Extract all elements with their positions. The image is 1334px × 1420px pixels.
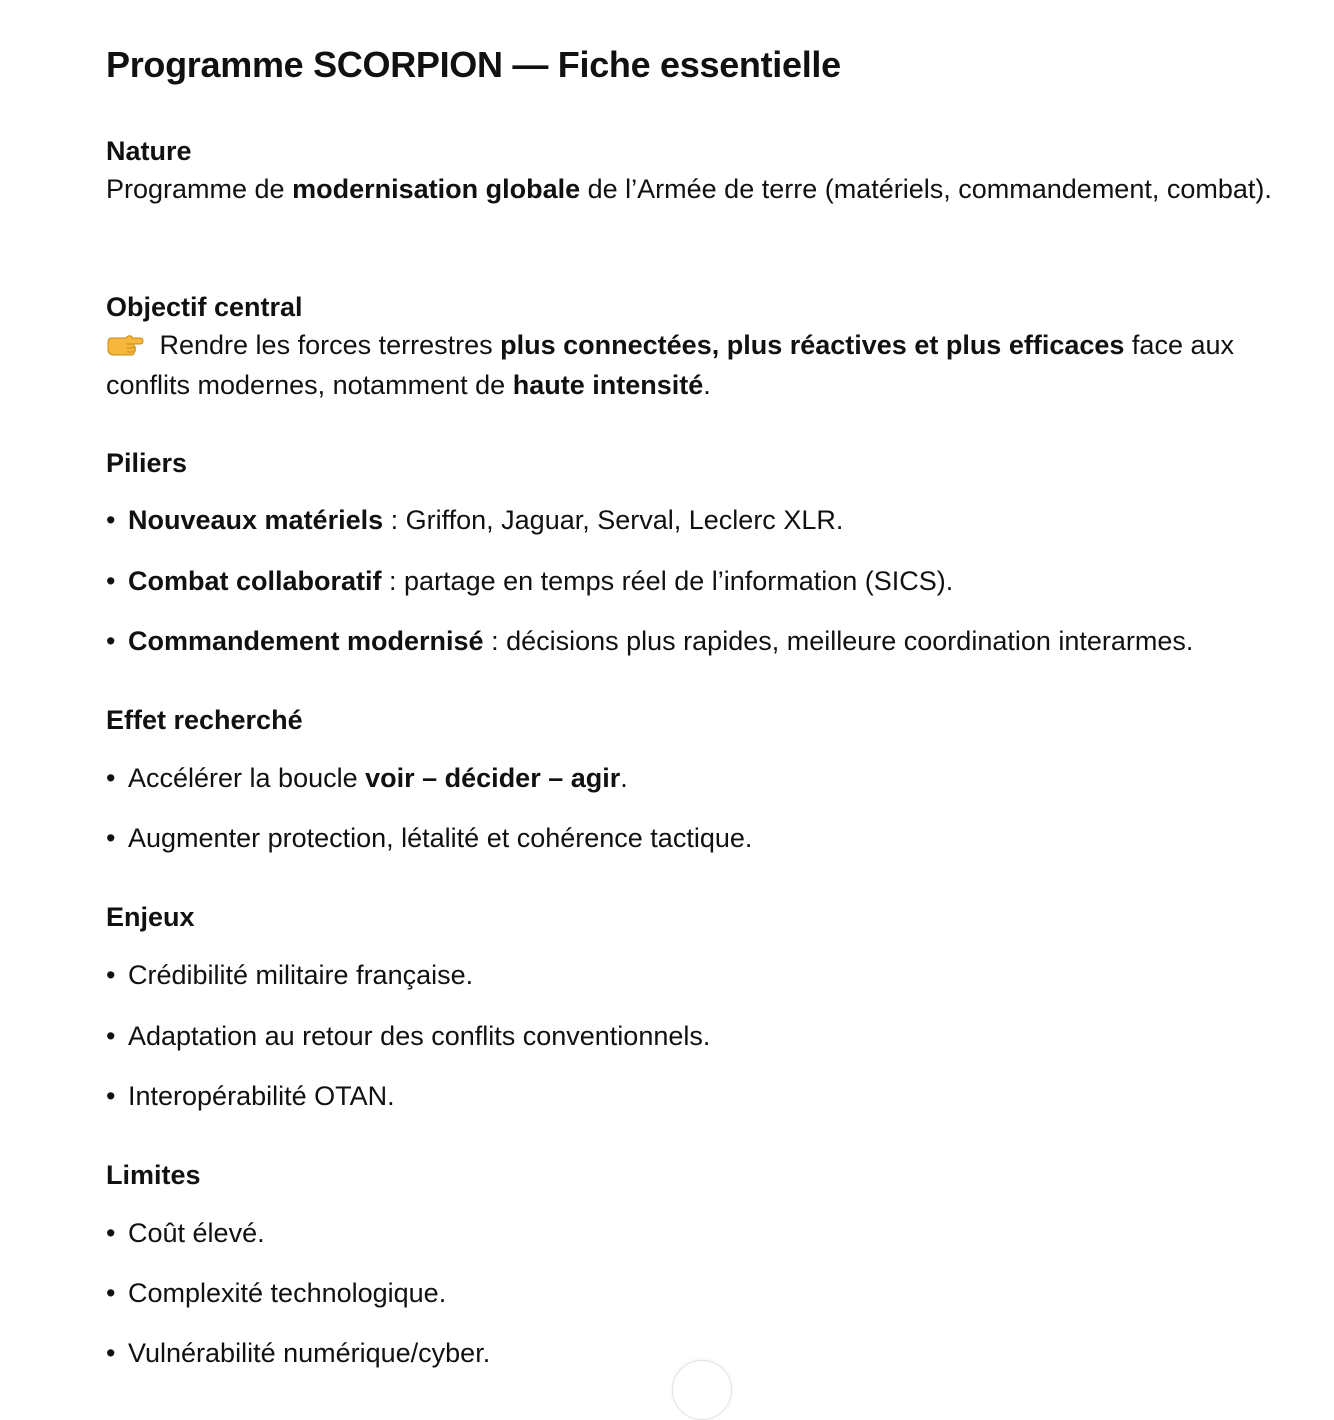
bullet: • [106, 1218, 116, 1248]
nature-text-part: Programme de [106, 174, 293, 204]
list-item-text: Coût élevé. [128, 1218, 265, 1248]
bullet: • [106, 960, 116, 990]
objectif-bold: haute intensité [512, 370, 704, 400]
bullet: • [106, 566, 116, 596]
list-item [106, 823, 752, 854]
scroll-to-bottom-button[interactable] [672, 1360, 732, 1420]
list-item [106, 1278, 446, 1309]
list-item-text: Augmenter protection, létalité et cohérence tactique. [128, 823, 753, 853]
list-item-text: . [620, 763, 628, 793]
list-item [106, 1338, 490, 1369]
objectif-text-part: face aux conflits modernes, notamment de [106, 330, 1234, 400]
bullet: • [106, 1081, 116, 1111]
list-item-bold: Commandement modernisé [128, 626, 484, 656]
bullet: • [106, 505, 116, 535]
list-item-text: Interopérabilité OTAN. [128, 1081, 395, 1111]
bullet: • [106, 763, 116, 793]
bullet: • [106, 1278, 116, 1308]
list-item [106, 566, 953, 597]
list-item [106, 626, 1193, 657]
bullet: • [106, 1021, 116, 1051]
section-heading-effet: Effet recherché [106, 705, 303, 735]
section-heading-nature: Nature [106, 136, 192, 166]
list-item-text: Complexité technologique. [128, 1278, 447, 1308]
list-item-text: : décisions plus rapides, meilleure coordination interarmes. [483, 626, 1194, 656]
nature-text [106, 169, 1296, 209]
section-heading-objectif: Objectif central [106, 292, 303, 322]
objectif-text-part: Rendre les forces terrestres [152, 330, 501, 360]
section-heading-limites: Limites [106, 1160, 201, 1190]
list-item-text: : partage en temps réel de l’information (SICS). [381, 566, 954, 596]
list-item [106, 1218, 265, 1249]
list-item [106, 1021, 710, 1052]
bullet: • [106, 823, 116, 853]
list-item [106, 763, 628, 794]
list-item-text: Accélérer la boucle [128, 763, 366, 793]
section-heading-enjeux: Enjeux [106, 902, 195, 932]
bullet: • [106, 626, 116, 656]
list-item [106, 505, 843, 536]
list-item-text: Adaptation au retour des conflits conventionnels. [128, 1021, 711, 1051]
objectif-bold: plus connectées, plus réactives et plus efficaces [500, 330, 1125, 360]
objectif-text [106, 325, 1296, 405]
list-item-text: : Griffon, Jaguar, Serval, Leclerc XLR. [383, 505, 844, 535]
list-item-bold: Combat collaboratif [128, 566, 382, 596]
section-heading-piliers: Piliers [106, 448, 188, 478]
nature-bold: modernisation globale [292, 174, 581, 204]
page-title: Programme SCORPION — Fiche essentielle [106, 44, 841, 85]
list-item-bold: Nouveaux matériels [128, 505, 384, 535]
bullet: • [106, 1338, 116, 1368]
list-item-text: Vulnérabilité numérique/cyber. [128, 1338, 491, 1368]
list-item [106, 1081, 395, 1112]
list-item-bold: voir – décider – agir [365, 763, 621, 793]
list-item [106, 960, 473, 991]
objectif-text-part: . [703, 370, 711, 400]
pointing-hand-icon [106, 333, 144, 357]
nature-text-part: de l’Armée de terre (matériels, commandement, combat). [580, 174, 1272, 204]
list-item-text: Crédibilité militaire française. [128, 960, 474, 990]
